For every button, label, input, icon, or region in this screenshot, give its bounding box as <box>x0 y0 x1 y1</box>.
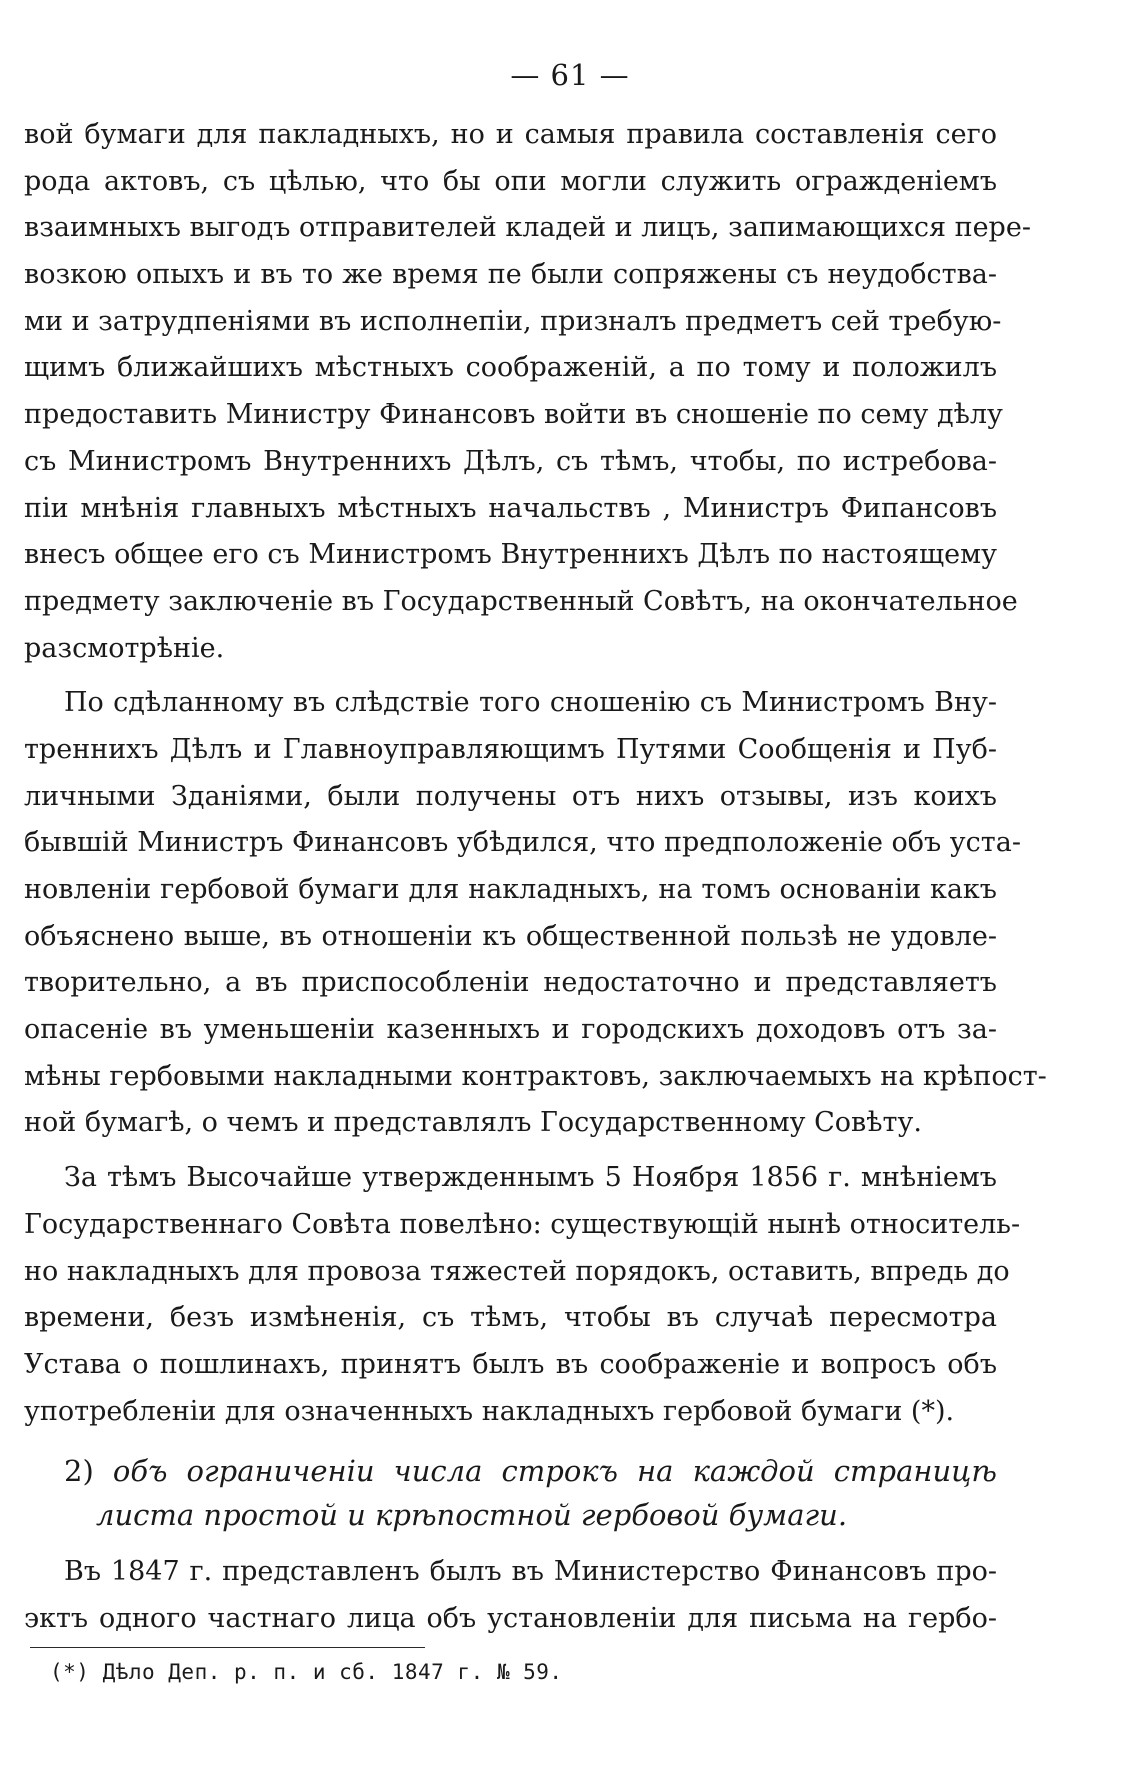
text-line: вой бумаги для пакладныхъ, но и самыя правила составленія сего <box>24 119 997 150</box>
text-line: съ Министромъ Внутреннихъ Дѣлъ, съ тѣмъ, чтобы, по истребова- <box>24 445 997 477</box>
text-line: мѣны гербовыми накладными контрактовъ, заключаемыхъ на крѣпост- <box>24 1060 1047 1092</box>
text-line: треннихъ Дѣлъ и Главноуправляющимъ Путями Сообщенія и Пуб- <box>24 733 997 765</box>
text-line: ной бумагѣ, о чемъ и представлялъ Государственному Совѣту. <box>24 1107 922 1139</box>
text-line: объяснено выше, въ отношеніи къ общественной пользѣ не удовле- <box>24 920 997 952</box>
text-line: Государственнаго Совѣта повелѣно: существующій нынѣ относитель- <box>24 1208 1021 1240</box>
section-heading <box>24 1449 997 1537</box>
text-line: рода актовъ, съ цѣлью, что бы опи могли служить огражденіемъ <box>24 165 997 197</box>
text-line: предмету заключеніе въ Государственный Совѣтъ, на окончательное <box>24 585 1018 617</box>
text-line: эктъ одного частнаго лица объ установленіи для письма на гербо- <box>24 1602 997 1634</box>
text-line: творительно, а въ приспособленіи недостаточно и представляетъ <box>24 967 997 999</box>
text-line: піи мнѣнія главныхъ мѣстныхъ начальствъ , Министръ Фипансовъ <box>24 492 997 524</box>
text-line: опасеніе въ уменьшеніи казенныхъ и городскихъ доходовъ отъ за- <box>24 1014 997 1046</box>
text-line: времени, безъ измѣненія, съ тѣмъ, чтобы въ случаѣ пересмотра <box>24 1302 997 1334</box>
footnote: (*) Дѣло Деп. р. п. и сб. 1847 г. № 59. <box>50 1660 563 1684</box>
text-line: предоставить Министру Финансовъ войти въ сношеніе по сему дѣлу <box>24 399 1003 431</box>
text-line: новленіи гербовой бумаги для накладныхъ, на томъ основаніи какъ <box>24 874 997 905</box>
body-text <box>24 112 1047 1643</box>
page-number: — 61 — <box>510 58 630 92</box>
text-line: личными Зданіями, были получены отъ нихъ отзывы, изъ коихъ <box>24 780 997 812</box>
section-heading-line-2: листа простой и крѣпостной гербовой бумаги. <box>96 1498 848 1533</box>
text-line: За тѣмъ Высочайше утвержденнымъ 5 Ноября 1856 г. мнѣніемъ <box>64 1162 997 1194</box>
text-line: разсмотрѣніе. <box>24 632 225 664</box>
text-line: Устава о пошлинахъ, принятъ былъ въ соображеніе и вопросъ объ <box>24 1348 997 1380</box>
text-line: Въ 1847 г. представленъ былъ въ Министерство Финансовъ про- <box>64 1556 997 1588</box>
paragraph-2 <box>24 680 1047 1147</box>
text-line: взаимныхъ выгодъ отправителей кладей и лицъ, запимающихся пере- <box>24 212 1031 244</box>
paragraph-1 <box>24 112 1031 672</box>
text-line: щимъ ближайшихъ мѣстныхъ соображеній, а по тому и положилъ <box>24 352 997 384</box>
paragraph-4 <box>24 1549 997 1642</box>
text-line: По сдѣланному въ слѣдствіе того сношенію съ Министромъ Вну- <box>64 687 997 719</box>
text-line: ми и затрудпеніями въ исполнепіи, призналъ предметъ сей требую- <box>24 305 1002 337</box>
section-number: 2) <box>64 1454 94 1489</box>
section-heading-line-1: объ ограниченіи числа строкъ на каждой страницѣ <box>112 1454 997 1489</box>
text-line: возкою опыхъ и въ то же время пе были сопряжены съ неудобства- <box>24 259 997 291</box>
text-line: внесъ общее его съ Министромъ Внутреннихъ Дѣлъ по настоящему <box>24 539 997 571</box>
text-line: употребленіи для означенныхъ накладныхъ гербовой бумаги (*). <box>24 1395 955 1427</box>
text-line: но накладныхъ для провоза тяжестей порядокъ, оставить, впредь до <box>24 1255 1010 1287</box>
text-line: бывшій Министръ Финансовъ убѣдился, что предположеніе объ уста- <box>24 827 1021 859</box>
paragraph-3 <box>24 1155 1021 1435</box>
footnote-divider <box>30 1647 425 1648</box>
